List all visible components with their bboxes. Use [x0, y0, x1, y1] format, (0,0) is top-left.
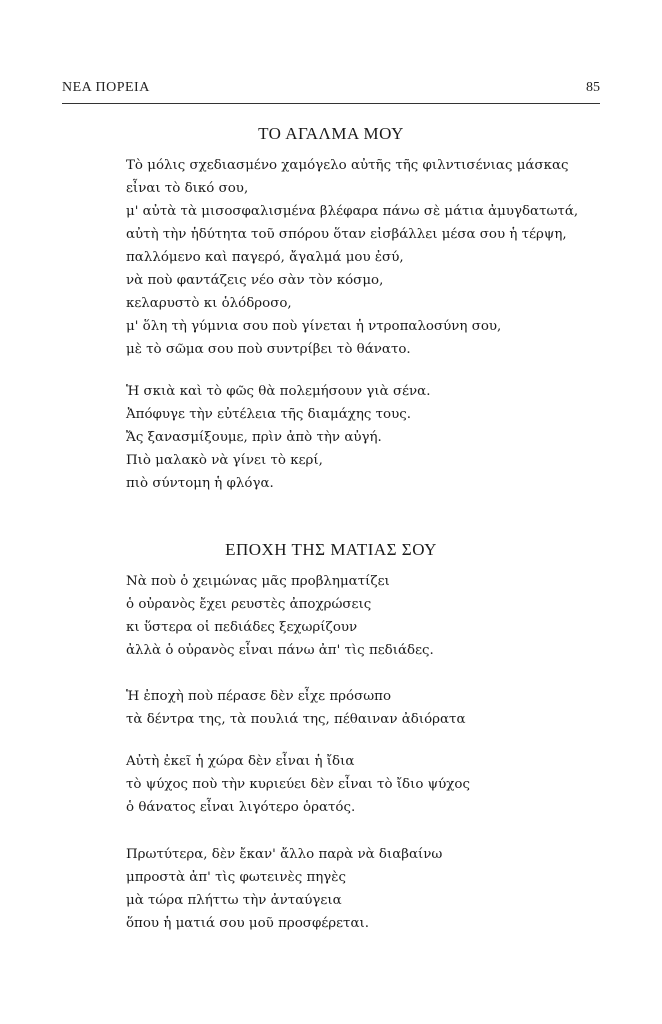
verse-line: αὐτὴ τὴν ἡδύτητα τοῦ σπόρου ὅταν εἰσβάλλει μέσα σου ἡ τέρψη,: [126, 227, 567, 242]
verse-line: Ἡ ἐποχὴ ποὺ πέρασε δὲν εἶχε πρόσωπο: [126, 689, 392, 704]
poem-2-stanza-4: [126, 843, 442, 935]
poem-2-stanza-2: [126, 685, 466, 731]
verse-line: ὁ οὐρανὸς ἔχει ρευστὲς ἀποχρώσεις: [126, 597, 372, 612]
poem-title-1: ΤΟ ΑΓΑΛΜΑ ΜΟΥ: [258, 124, 404, 143]
verse-line: τὰ δέντρα της, τὰ πουλιά της, πέθαιναν ἀδιόρατα: [126, 712, 466, 727]
poem-title-2: ΕΠΟΧΗ ΤΗΣ ΜΑΤΙΑΣ ΣΟΥ: [225, 540, 437, 559]
verse-line: ἀλλὰ ὁ οὐρανὸς εἶναι πάνω ἀπ' τὶς πεδιάδες.: [126, 643, 434, 658]
verse-line: μὰ τώρα πλήττω τὴν ἀνταύγεια: [126, 893, 342, 908]
verse-line: τὸ ψύχος ποὺ τὴν κυριεύει δὲν εἶναι τὸ ἴδιο ψύχος: [126, 777, 470, 792]
verse-line: μπροστὰ ἀπ' τὶς φωτεινὲς πηγὲς: [126, 870, 346, 885]
poem-1-stanza-2: [126, 380, 430, 495]
verse-line: μ' ὅλη τὴ γύμνια σου ποὺ γίνεται ἡ ντροπαλοσύνη σου,: [126, 319, 502, 334]
verse-line: Αὐτὴ ἐκεῖ ἡ χώρα δὲν εἶναι ἡ ἴδια: [126, 754, 355, 769]
verse-line: Πιὸ μαλακὸ νὰ γίνει τὸ κερί,: [126, 453, 323, 468]
verse-line: μὲ τὸ σῶμα σου ποὺ συντρίβει τὸ θάνατο.: [126, 342, 411, 357]
verse-line: εἶναι τὸ δικό σου,: [126, 181, 249, 196]
poem-2-stanza-3: [126, 750, 470, 819]
header-rule: [62, 103, 600, 104]
verse-line: Ἄς ξανασμίξουμε, πρὶν ἀπὸ τὴν αὐγή.: [126, 430, 382, 445]
verse-line: παλλόμενο καὶ παγερό, ἄγαλμά μου ἐσύ,: [126, 250, 404, 265]
verse-line: ὅπου ἡ ματιά σου μοῦ προσφέρεται.: [126, 916, 370, 931]
verse-line: κελαρυστὸ κι ὁλόδροσο,: [126, 296, 292, 311]
verse-line: Ἡ σκιὰ καὶ τὸ φῶς θὰ πολεμήσουν γιὰ σένα.: [126, 384, 431, 399]
verse-line: πιὸ σύντομη ἡ φλόγα.: [126, 476, 274, 491]
poem-1-stanza-1: [126, 154, 578, 361]
verse-line: Ἀπόφυγε τὴν εὐτέλεια τῆς διαμάχης τους.: [126, 407, 412, 422]
verse-line: κι ὕστερα οἱ πεδιάδες ξεχωρίζουν: [126, 620, 358, 635]
verse-line: νὰ ποὺ φαντάζεις νέο σὰν τὸν κόσμο,: [126, 273, 384, 288]
page-number: 85: [586, 80, 600, 95]
verse-line: Νὰ ποὺ ὁ χειμώνας μᾶς προβληματίζει: [126, 574, 390, 589]
running-header-title: ΝΕΑ ΠΟΡΕΙΑ: [62, 80, 150, 95]
poem-2-stanza-1: [126, 570, 434, 662]
verse-line: μ' αὐτὰ τὰ μισοσφαλισμένα βλέφαρα πάνω σὲ μάτια ἀμυγδατωτά,: [126, 204, 579, 219]
verse-line: Τὸ μόλις σχεδιασμένο χαμόγελο αὐτῆς τῆς φιλντισένιας μάσκας: [126, 158, 569, 173]
verse-line: Πρωτύτερα, δὲν ἔκαν' ἄλλο παρὰ νὰ διαβαίνω: [126, 847, 443, 862]
verse-line: ὁ θάνατος εἶναι λιγότερο ὁρατός.: [126, 800, 356, 815]
